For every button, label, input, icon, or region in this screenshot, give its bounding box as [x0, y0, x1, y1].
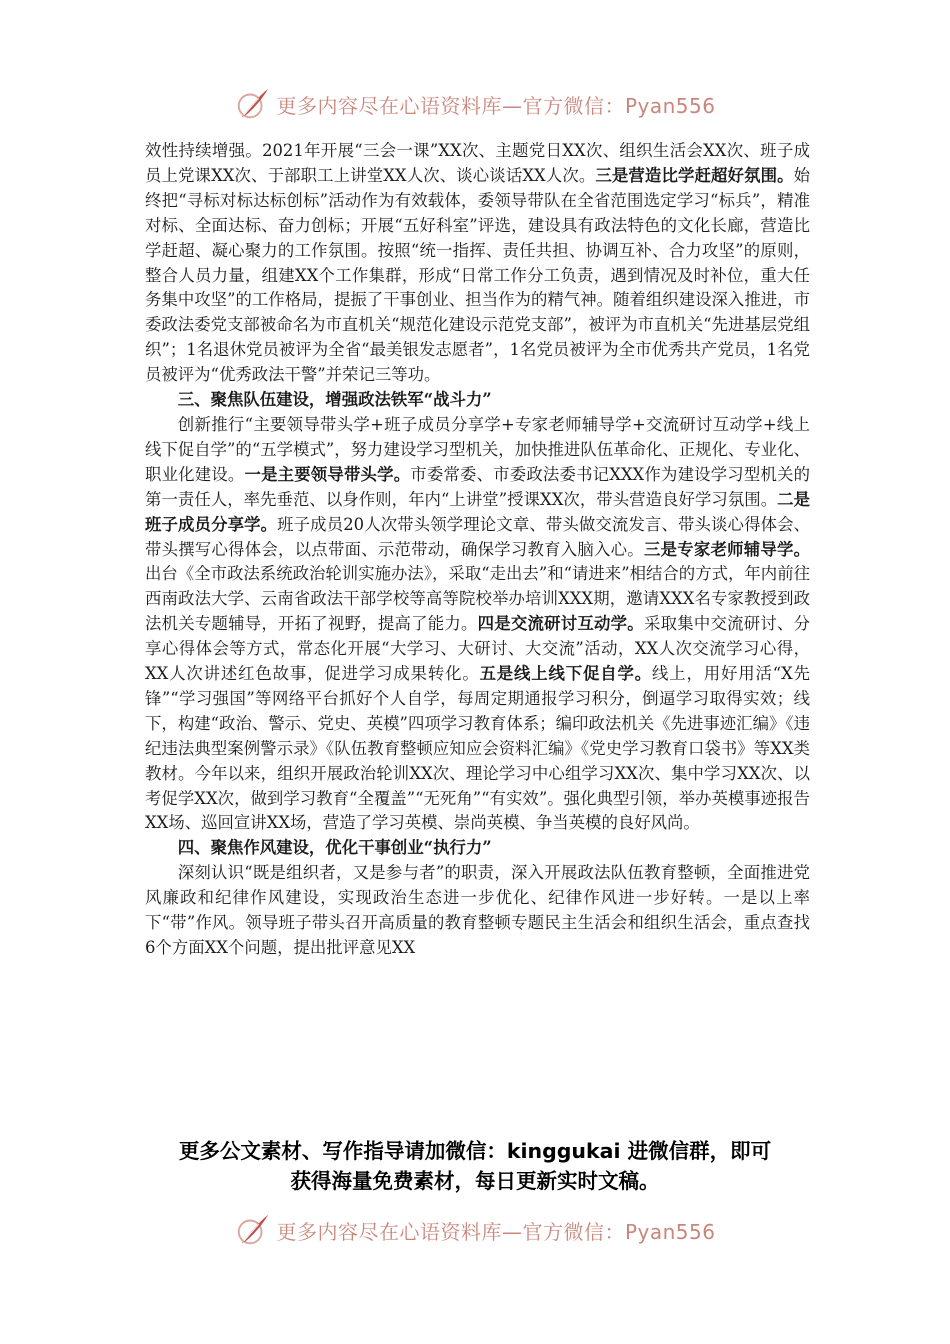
text-run: 采取集中交流研讨、分享心得体会等方式，常态化开展“大学习、大研讨、大交流”活动，XX人次交流学习心得，XX人次讲述红色故事，促进学习成果转化。 — [145, 614, 811, 684]
body-paragraph — [145, 413, 810, 836]
section-heading — [145, 388, 810, 413]
bold-run: 一是主要领导带头学。 — [244, 464, 411, 484]
text-run: 班子成员20人次带头领学理论文章、带头做交流发言、带头谈心得体会、带头撰写心得体会，以点带面、示范带动，确保学习教育入脑入心。 — [145, 514, 811, 559]
text-run: 创新推行“主要领导带头学+班子成员分享学+专家老师辅导学+交流研讨互动学+线上线下促自学”的“五学模式”，努力建设学习型机关，加快推进队伍革命化、正规化、专业化、职业化建设。 — [145, 414, 810, 484]
document-body — [145, 139, 810, 961]
watermark-text: 更多内容尽在心语资料库—官方微信：Pyan556 — [276, 93, 716, 118]
promo-line-2: 获得海量免费素材，每日更新实时文稿。 — [290, 1169, 660, 1193]
text-run: 市委常委、市委政法委书记XXX作为建设学习型机关的第一责任人，率先垂范、以身作则，年内“上讲堂”授课XX次，带头营造良好学习氛围。 — [145, 464, 811, 509]
text-run: 四、聚焦作风建设，优化干事创业“执行力” — [177, 838, 492, 858]
footer-watermark — [0, 1210, 950, 1250]
body-paragraph — [145, 861, 810, 961]
promo-banner — [140, 1136, 810, 1196]
quill-pen-logo-icon — [234, 85, 272, 123]
quill-pen-logo-icon — [234, 1211, 272, 1249]
bold-run: 二是班子成员分享学。 — [145, 489, 810, 534]
bold-run: 五是线上线下促自学。 — [479, 664, 652, 684]
text-run: 三、聚焦队伍建设，增强政法铁军“战斗力” — [177, 390, 492, 410]
watermark-text: 更多内容尽在心语资料库—官方微信：Pyan556 — [276, 1219, 716, 1244]
text-run: 效性持续增强。2021年开展“三会一课”XX次、主题党日XX次、组织生活会XX次、班子成员上党课XX次、于部职工上讲堂XX人次、谈心谈话XX人次。 — [145, 141, 810, 185]
section-heading — [145, 836, 810, 861]
body-paragraph — [145, 139, 810, 388]
header-watermark — [0, 84, 950, 124]
text-run: 线上，用好用活“X先锋”“学习强国”等网络平台抓好个人自学，每周定期通报学习积分，倒逼学习取得实效；线下，构建“政治、警示、党史、英模”四项学习教育体系；编印政法机关《先进事迹汇编》《违纪违法典型案例警示录》《队伍教育整顿应知应会资料汇编》《党史学习教育口袋书》等XX类教材。今年以来，组织开展政治轮训XX次、理论学习中心组学习XX次、集中学习XX次、以考促学XX次，做到学习教育“全覆盖”“无死角”“有实效”。强化典型引领，举办英模事迹报告XX场、巡回宣讲XX场，营造了学习英模、崇尚英模、争当英模的良好风尚。 — [145, 664, 810, 833]
text-run: 深刻认识“既是组织者，又是参与者”的职责，深入开展政法队伍教育整顿，全面推进党风廉政和纪律作风建设，实现政治生态进一步优化、纪律作风进一步好转。一是以上率下“带”作风。领导班子带头召开高质量的教育整顿专题民主生活会和组织生活会，重点查找6个方面XX个问题，提出批评意见XX — [145, 863, 810, 957]
bold-run: 四是交流研讨互动学。 — [477, 614, 644, 634]
promo-line-1: 更多公文素材、写作指导请加微信：kinggukai 进微信群，即可 — [178, 1139, 772, 1163]
bold-run: 三是专家老师辅导学。 — [643, 539, 811, 559]
text-run: 出台《全市政法系统政治轮训实施办法》，采取“走出去”和“请进来”相结合的方式，年内前往西南政法大学、云南省政法干部学校等高等院校举办培训XXX期，邀请XXX名专家教授到政法机关专题辅导，开拓了视野，提高了能力。 — [145, 564, 810, 634]
text-run: 始终把“寻标对标达标创标”活动作为有效载体，委领导带队在全省范围选定学习“标兵”，精准对标、全面达标、奋力创标；开展“五好科室”评选，建设具有政法特色的文化长廊，营造比学赶超、凝心聚力的工作氛围。按照“统一指挥、责任共担、协调互补、合力攻坚”的原则，整合人员力量，组建XX个工作集群，形成“日常工作分工负责，遇到情况及时补位，重大任务集中攻坚”的工作格局，提振了干事创业、担当作为的精气神。随着组织建设深入推进，市委政法委党支部被命名为市直机关“规范化建设示范党支部”，被评为市直机关“先进基层党组织”；1名退休党员被评为全省“最美银发志愿者”，1名党员被评为全市优秀共产党员，1名党员被评为“优秀政法干警”并荣记三等功。 — [145, 165, 811, 385]
bold-run: 三是营造比学赶超好氛围。 — [595, 165, 794, 185]
